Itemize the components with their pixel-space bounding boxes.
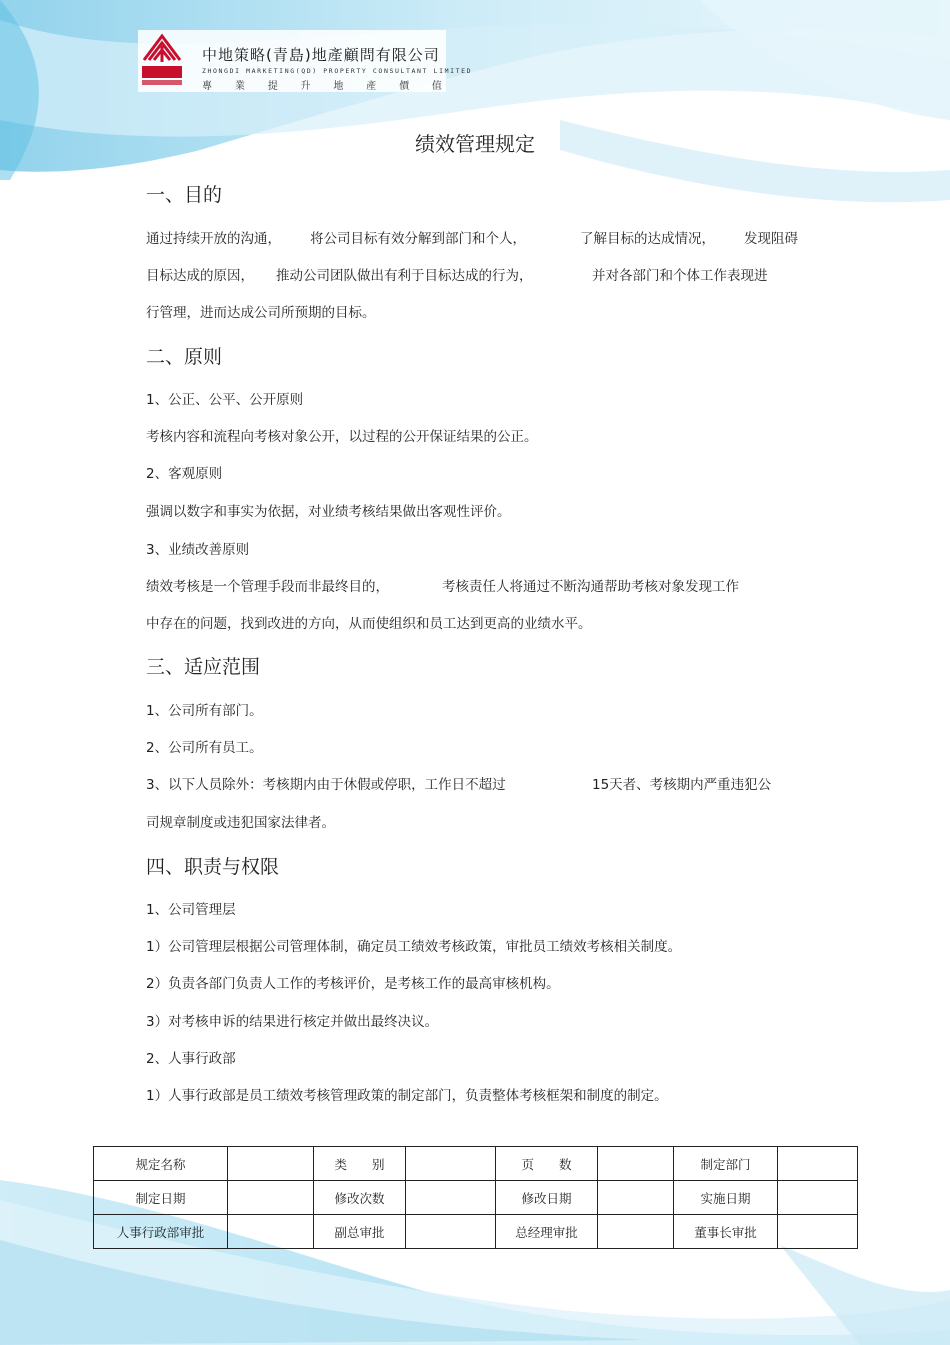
slogan-char: 提 [267, 81, 278, 92]
text-segment: 绩效考核是一个管理手段而非最终目的， [146, 579, 389, 595]
table-cell-label: 董事长审批 [674, 1215, 778, 1249]
table-cell-label: 实施日期 [674, 1181, 778, 1215]
text-segment: 将公司目标有效分解到部门和个人， [310, 231, 526, 247]
table-cell-label: 规定名称 [94, 1147, 228, 1181]
table-cell-value [228, 1215, 314, 1249]
text-segment: 推动公司团队做出有利于目标达成的行为， [276, 268, 533, 284]
text-segment: 发现阻碍 [744, 231, 798, 247]
table-cell-label: 副总审批 [314, 1215, 406, 1249]
paragraph-line [146, 264, 846, 284]
section-heading-principles: 二、原则 [146, 346, 223, 368]
paragraph-line [146, 227, 846, 247]
table-cell-value [598, 1215, 674, 1249]
table-row [94, 1147, 858, 1181]
subheading: 1、公正、公平、公开原则 [146, 392, 304, 408]
list-item: 2、公司所有员工。 [146, 740, 263, 756]
table-cell-label: 页 数 [496, 1147, 598, 1181]
subheading: 1、公司管理层 [146, 902, 236, 918]
table-cell-value [598, 1181, 674, 1215]
company-logo-icon [140, 32, 184, 88]
slogan-char: 專 [202, 81, 212, 92]
table-cell-value [598, 1147, 674, 1181]
table-cell-label: 修改次数 [314, 1181, 406, 1215]
company-name-cn: 中地策略(青島)地產顧問有限公司 [202, 46, 440, 64]
section-heading-purpose: 一、目的 [146, 184, 223, 206]
table-cell-value [406, 1147, 496, 1181]
slogan-char: 價 [399, 81, 410, 92]
company-name-en: ZHONGDI MARKETING(QD) PROPERTY CONSULTANT LIMITED [202, 67, 473, 75]
list-item: 1）人事行政部是员工绩效考核管理政策的制定部门，负责整体考核框架和制度的制定。 [146, 1088, 668, 1104]
table-row [94, 1215, 858, 1249]
company-slogan [202, 77, 442, 92]
list-item: 1、公司所有部门。 [146, 703, 263, 719]
company-logo-block [138, 30, 473, 92]
text-segment: 了解目标的达成情况， [580, 231, 715, 247]
section-heading-scope: 三、适应范围 [146, 656, 261, 678]
list-item: 1）公司管理层根据公司管理体制，确定员工绩效考核政策，审批员工绩效考核相关制度。 [146, 939, 682, 955]
paragraph-line: 考核内容和流程向考核对象公开，以过程的公开保证结果的公正。 [146, 429, 538, 445]
list-item: 2）负责各部门负责人工作的考核评价，是考核工作的最高审核机构。 [146, 976, 560, 992]
table-cell-label: 人事行政部审批 [94, 1215, 228, 1249]
text-segment: 15天者、考核期内严重违犯公 [592, 777, 772, 793]
subheading: 2、客观原则 [146, 466, 223, 482]
list-item [146, 773, 846, 793]
document-info-table [93, 1146, 858, 1249]
slogan-char: 產 [366, 81, 377, 92]
text-segment: 目标达成的原因， [146, 268, 254, 284]
paragraph-line [146, 575, 846, 595]
table-cell-label: 总经理审批 [496, 1215, 598, 1249]
slogan-char: 地 [333, 81, 344, 92]
table-cell-value [406, 1181, 496, 1215]
table-cell-value [778, 1147, 858, 1181]
text-segment: 考核责任人将通过不断沟通帮助考核对象发现工作 [442, 579, 739, 595]
table-cell-label: 修改日期 [496, 1181, 598, 1215]
document-title: 绩效管理规定 [415, 132, 535, 156]
paragraph-line: 强调以数字和事实为依据，对业绩考核结果做出客观性评价。 [146, 504, 511, 520]
table-cell-value [228, 1181, 314, 1215]
text-segment: 3、以下人员除外：考核期内由于休假或停职，工作日不超过 [146, 777, 506, 793]
table-cell-label: 类 别 [314, 1147, 406, 1181]
paragraph-line: 司规章制度或违犯国家法律者。 [146, 815, 335, 831]
table-cell-label: 制定日期 [94, 1181, 228, 1215]
text-segment: 通过持续开放的沟通， [146, 231, 281, 247]
table-cell-label: 制定部门 [674, 1147, 778, 1181]
section-heading-responsibilities: 四、职责与权限 [146, 856, 280, 878]
subheading: 3、业绩改善原则 [146, 542, 250, 558]
list-item: 3）对考核申诉的结果进行核定并做出最终决议。 [146, 1014, 439, 1030]
slogan-char: 業 [234, 81, 245, 92]
slogan-char: 升 [300, 81, 311, 92]
table-cell-value [406, 1215, 496, 1249]
paragraph-line: 中存在的问题，找到改进的方向，从而使组织和员工达到更高的业绩水平。 [146, 616, 592, 632]
table-cell-value [778, 1181, 858, 1215]
paragraph-line: 行管理，进而达成公司所预期的目标。 [146, 305, 376, 321]
table-cell-value [228, 1147, 314, 1181]
table-cell-value [778, 1215, 858, 1249]
subheading: 2、人事行政部 [146, 1051, 236, 1067]
slogan-char: 值 [431, 81, 442, 92]
table-row [94, 1181, 858, 1215]
text-segment: 并对各部门和个体工作表现进 [592, 268, 768, 284]
